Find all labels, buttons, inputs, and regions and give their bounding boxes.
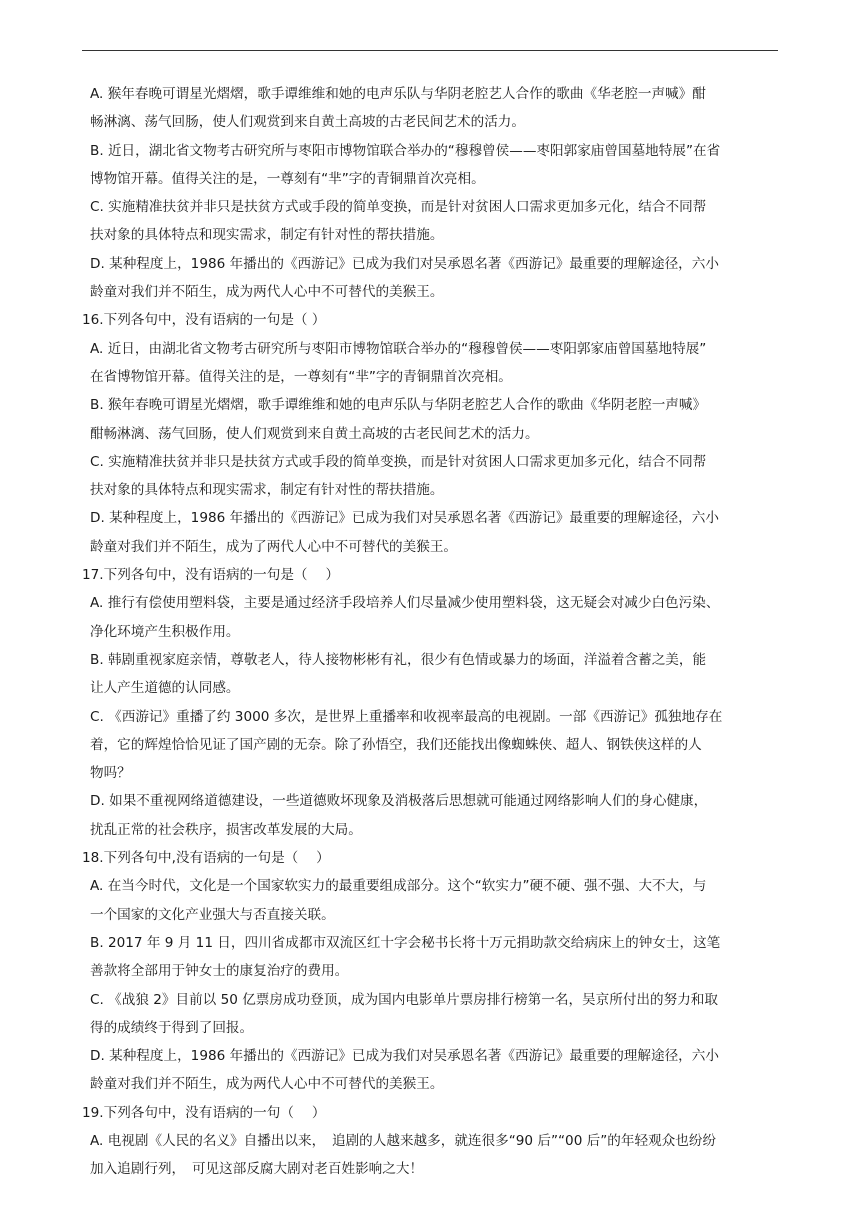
text-line: A. 在当今时代，文化是一个国家软实力的最重要组成部分。这个“软实力”硬不硬、强不强、大不大，与 [90, 878, 707, 895]
text-line: C. 《西游记》重播了约 3000 多次，是世界上重播率和收视率最高的电视剧。一部《西游记》孤独地存在 [90, 708, 723, 725]
text-line: D. 如果不重视网络道德建设，一些道德败坏现象及消极落后思想就可能通过网络影响人们的身心健康， [90, 793, 708, 810]
text-line: A. 电视剧《人民的名义》自播出以来， 追剧的人越来越多，就连很多“90 后”“00 后”的年轻观众也纷纷 [90, 1132, 717, 1149]
text-line: 着，它的辉煌恰恰见证了国产剧的无奈。除了孙悟空，我们还能找出像蜘蛛侠、超人、钢铁侠这样的人 [90, 736, 702, 753]
text-line: B. 猴年春晚可谓星光熠熠，歌手谭维维和她的电声乐队与华阴老腔艺人合作的歌曲《华阴老腔一声喊》 [90, 397, 707, 414]
text-line: 净化环境产生积极作用。 [90, 623, 240, 640]
question-heading: 17.下列各句中，没有语病的一句是（ ） [82, 567, 340, 584]
text-line: 博物馆开幕。值得关注的是，一尊刻有“芈”字的青铜鼎首次亮相。 [90, 170, 485, 187]
text-line: D. 某种程度上，1986 年播出的《西游记》已成为我们对吴承恩名著《西游记》最重要的理解途径，六小 [90, 510, 719, 527]
question-heading: 16.下列各句中，没有语病的一句是（ ） [82, 312, 326, 329]
text-line: D. 某种程度上，1986 年播出的《西游记》已成为我们对吴承恩名著《西游记》最重要的理解途径，六小 [90, 1048, 719, 1065]
text-line: 让人产生道德的认同感。 [90, 680, 240, 697]
text-line: B. 2017 年 9 月 11 日，四川省成都市双流区红十字会秘书长将十万元捐助款交给病床上的钟女士，这笔 [90, 934, 721, 951]
text-line: 扰乱正常的社会秩序，损害改革发展的大局。 [90, 821, 362, 838]
text-line: B. 近日，湖北省文物考古研究所与枣阳市博物馆联合举办的“穆穆曾侯——枣阳郭家庙曾国墓地特展”在省 [90, 142, 721, 159]
text-line: A. 近日，由湖北省文物考古研究所与枣阳市博物馆联合举办的“穆穆曾侯——枣阳郭家庙曾国墓地特展” [90, 340, 707, 357]
text-line: 得的成绩终于得到了回报。 [90, 1019, 254, 1036]
text-line: 扶对象的具体特点和现实需求，制定有针对性的帮扶措施。 [90, 482, 444, 499]
text-line: 酣畅淋漓、荡气回肠，使人们观赏到来自黄土高坡的古老民间艺术的活力。 [90, 425, 539, 442]
question-heading: 18.下列各句中,没有语病的一句是（ ） [82, 850, 330, 867]
question-heading: 19.下列各句中，没有语病的一句（ ） [82, 1104, 326, 1121]
text-line: 善款将全部用于钟女士的康复治疗的费用。 [90, 963, 349, 980]
text-line: 龄童对我们并不陌生，成为两代人心中不可替代的美猴王。 [90, 1076, 444, 1093]
text-line: 一个国家的文化产业强大与否直接关联。 [90, 906, 335, 923]
text-line: 龄童对我们并不陌生，成为了两代人心中不可替代的美猴王。 [90, 538, 458, 555]
text-line: 物吗？ [90, 765, 131, 782]
text-line: A. 推行有偿使用塑料袋，主要是通过经济手段培养人们尽量减少使用塑料袋，这无疑会对减少白色污染、 [90, 595, 720, 612]
text-line: A. 猴年春晚可谓星光熠熠，歌手谭维维和她的电声乐队与华阴老腔艺人合作的歌曲《华老腔一声喊》酣 [90, 86, 706, 102]
document-body [82, 80, 782, 1184]
text-line: 畅淋漓、荡气回肠，使人们观赏到来自黄土高坡的古老民间艺术的活力。 [90, 114, 525, 131]
text-line: C. 实施精准扶贫并非只是扶贫方式或手段的简单变换，而是针对贫困人口需求更加多元化，结合不同帮 [90, 199, 707, 216]
text-line: C. 《战狼 2》目前以 50 亿票房成功登顶，成为国内电影单片票房排行榜第一名，吴京所付出的努力和取 [90, 991, 718, 1008]
text-line: D. 某种程度上，1986 年播出的《西游记》已成为我们对吴承恩名著《西游记》最重要的理解途径，六小 [90, 255, 719, 272]
text-line: 扶对象的具体特点和现实需求，制定有针对性的帮扶措施。 [90, 227, 444, 244]
text-line: 加入追剧行列， 可见这部反腐大剧对老百姓影响之大！ [90, 1161, 424, 1178]
text-line: C. 实施精准扶贫并非只是扶贫方式或手段的简单变换，而是针对贫困人口需求更加多元化，结合不同帮 [90, 453, 707, 470]
text-line: 龄童对我们并不陌生，成为两代人心中不可替代的美猴王。 [90, 284, 444, 301]
header-rule [82, 50, 778, 51]
text-line: B. 韩剧重视家庭亲情，尊敬老人，待人接物彬彬有礼，很少有色情或暴力的场面，洋溢着含蓄之美，能 [90, 651, 707, 668]
text-line: 在省博物馆开幕。值得关注的是，一尊刻有“芈”字的青铜鼎首次亮相。 [90, 368, 512, 385]
